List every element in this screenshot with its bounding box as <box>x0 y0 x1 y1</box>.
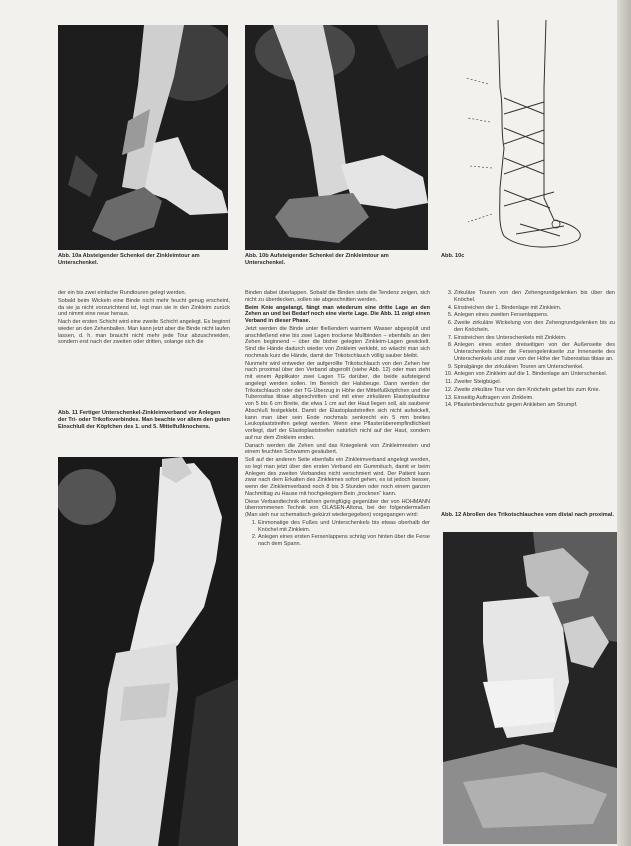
list-item: 11. Zweiter Steigbügel. <box>454 379 615 386</box>
paragraph: Nunmehr wird entweder der aufgerollte Trikotschlauch von den Zehen her nach proximal über den Verband abgerollt (siehe Abb. 12) oder man zieht mit einem Applikator zwei Lagen TG darüber, die beide aufsteigend angelegt werden sollen. Im Bereich der Halsbeuge. Dann werden der Trikotschlauch oder der TG-Überzug in Höhe der Mittelfußköpfchen und der Tuberositas tibiae abgeschnitten und mit einer zirkulären Elastoplasttour von 5 bis 6 cm Breite, die etwa 1 cm auf der Haut liegen soll, als sauberer Abschluß festgeklebt. Damit der Elastoplaststreifen sich nicht aufwickelt, kann man über sein Ende nochmals senkrecht ein 5 mm breites Leukoplaststreifen gelegt werden. Wenn eine Pflasterüberempfindlichkeit vorliegt, darf der Elastoplaststreifen natürlich nicht auf der Haut, sondern auf nur dem Zinkleim enden. <box>245 360 430 441</box>
paragraph: Danach werden die Zehen und das Kniegelenk von Zinkleimresten und einem feuchten Schwamm gesäubert. <box>245 442 430 456</box>
list-item: 13. Einseitig Auftragen von Zinkleim. <box>454 395 615 402</box>
list-item: 1. Einmonatige des Fußes und Unterschenkels bis etwas oberhalb der Knöchel mit Zinkleim. <box>258 520 430 534</box>
list-item: 5. Anlegen eines zweiten Fersenlappens. <box>454 312 615 319</box>
list-item: 2. Anlegen eines ersten Fersenlappens schräg von hinten über die Ferse nach dem Spann. <box>258 534 430 548</box>
caption-abb-11: Abb. 11 Fertiger Unterschenkel-Zinkleimverband vor Anlegen der Tri- oder Trikofixverbindes. Man beachte vor allem den guten Einschluß der Köpfchen des 1. und 5. Mittelfußknochens. <box>58 410 230 430</box>
list-item: 9. Spiralgänge der zirkulären Touren am Unterschenkel. <box>454 364 615 371</box>
caption-abb-10c: Abb. 10c <box>441 253 465 259</box>
page-fold-shadow <box>617 0 631 846</box>
caption-abb-10b: Abb. 10b Aufsteigender Schenkel der Zinkleimtour am Unterschenkel. <box>245 253 389 266</box>
list-item: 7. Einstreichen des Unterschenkels mit Zinkleim. <box>454 335 615 342</box>
list-item: 6. Zweite zirkuläre Wickelung von den Zehengrundgelenken bis zu den Knöcheln. <box>454 320 615 334</box>
paragraph: Beim Knie angelangt, fängt man wiederum eine dritte Lage an den Zehen an und bei Bedarf noch eine vierte Lage. Die Abb. 11 zeigt einen Verband in dieser Phase. <box>245 304 430 324</box>
list-item: 12. Zweite zirkuläre Tour von den Knöcheln gebet bis zum Knie. <box>454 387 615 394</box>
paragraph: Sobald beim Wickeln eine Binde nicht mehr feucht genug erscheint, da sie ja nicht vorzurichtend ist, legt man sie in den Zinkleim zurück und nimmt eine neue heraus. <box>58 297 230 318</box>
list-item: 8. Anlegen eines ersten dreiseitigen von der Außenseite des Unterschenkels über die Fersengelenkseite zur Innenseite des Unterschenkels und zwar von der Höhe der Tuberositas tibiae an. <box>454 342 615 362</box>
paragraph: Diese Verbandtechnik erfahren geringfügig gegenüber der von HOHMANN übernommenen Technik von OLASEN-Altona, bei der folgendermaßen (Man sieh nur schematisch gekürzt wiedergegeben) vorgegangen wird: <box>245 498 430 518</box>
procedure-steps-list <box>441 290 615 409</box>
photo-abb-12 <box>443 532 617 844</box>
paragraph: Jetzt werden die Binde unter fließendem warmem Wasser abgespült und anschließend eine bis zwei Lagen trockene Mullbinden – ebenfalls an den Zehen beginnend – über die bisher gelegten Zinkleim-Lagen gewickelt. Sind die Hände dadurch wieder von Zinkleim verklebt, so wäscht man sich nochmals kurz die Hände, damit der Trikotschlauch völlig sauber bleibt. <box>245 325 430 359</box>
procedure-steps-list <box>245 520 430 548</box>
paragraph: Nach der ersten Schicht wird eine zweite Schicht angelegt. Es beginnt wieder an den Zehenballen. Man kann jetzt aber die Binde nicht laufen lassen, d. h. man braucht nicht mehr jede Tour abzuschneiden, sondern erst nach der zweiten oder dritten, solange sich die <box>58 319 230 346</box>
column-2-text <box>245 290 430 549</box>
list-item: 10. Anlegen von Zinkleim auf die 1. Bindenlage am Unterschenkel. <box>454 371 615 378</box>
column-1-text <box>58 290 230 347</box>
photo-abb-10b <box>245 25 428 250</box>
list-item: 3. Zirkuläre Touren von den Zehengrundgelenken bis über den Knöchel. <box>454 290 615 304</box>
paragraph: Binden dabei überlappen. Sobald die Binden stets die Tendenz zeigen, sich nicht zu überdecken, sollen sie abgeschnitten werden. <box>245 290 430 303</box>
paragraph: der ein bis zwei einfache Rundtouren gelegt werden. <box>58 290 187 296</box>
list-item: 4. Einstreichen der 1. Bindenlage mit Zinkleim. <box>454 305 615 312</box>
caption-abb-10a: Abb. 10a Absteigender Schenkel der Zinkleimtour am Unterschenkel. <box>58 253 200 266</box>
list-item: 14. Pflasterbindenschutz gegen Ankleben am Strumpf. <box>454 402 615 409</box>
photo-abb-10a <box>58 25 228 250</box>
drawing-abb-10c <box>460 18 590 256</box>
paragraph: Soll auf der anderen Seite ebenfalls ein Zinkleimverband angelegt werden, so legt man jetzt über den ersten Verband ein Gummituch, damit er beim Anlegen des zweiten Verbandes nicht verschmiert wird. Der Patient kann zwar nach dem Erkalten des Zinkleimes sofort gehen, es ist jedoch besser, wenn der Zinkleimverband noch 8 bis 3 Stunden oder noch einem ganzen Nachmittag zu Hause mit hochgelegtem Bein „trocknen“ kann. <box>245 457 430 497</box>
caption-abb-12: Abb. 12 Abrollen des Trikotschlauches vom distal nach proximal. <box>441 512 614 518</box>
photo-abb-11 <box>58 457 238 846</box>
column-3-text <box>441 290 615 410</box>
